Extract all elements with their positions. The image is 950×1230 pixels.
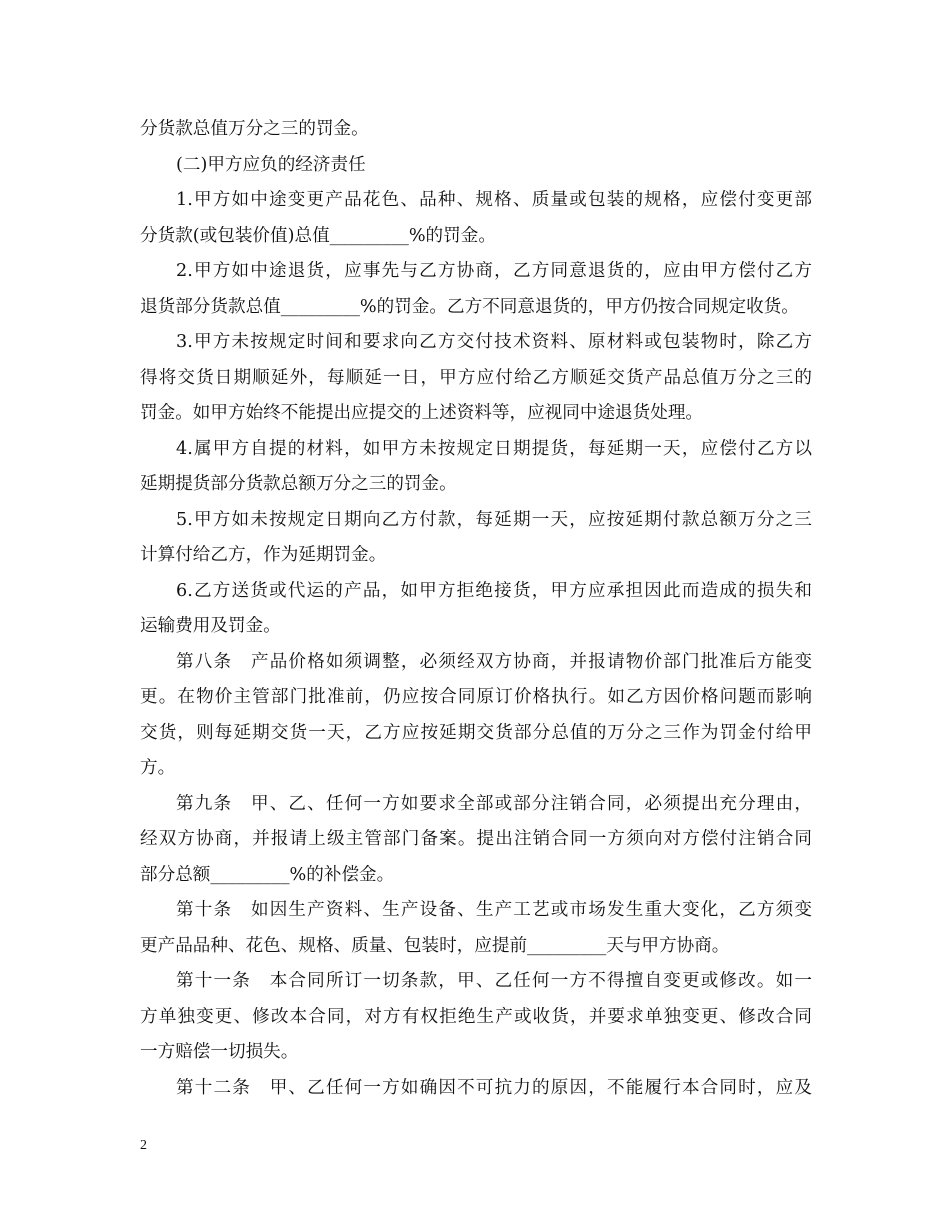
text-line: 更。在物价主管部门批准前，仍应按合同原订价格执行。如乙方因价格问题而影响 — [140, 687, 812, 707]
text-line: 更产品品种、花色、规格、质量、包装时，应提前_________天与甲方协商。 — [140, 935, 730, 956]
text-line: 2.甲方如中途退货，应事先与乙方协商，乙方同意退货的，应由甲方偿付乙方 — [176, 261, 812, 281]
text-line: 4.属甲方自提的材料，如甲方未按规定日期提货，每延期一天，应偿付乙方以 — [176, 438, 812, 459]
text-line: 第十条 如因生产资料、生产设备、生产工艺或市场发生重大变化，乙方须变 — [176, 900, 812, 920]
text-line: 5.甲方如未按规定日期向乙方付款，每延期一天，应按延期付款总额万分之三 — [176, 509, 812, 530]
text-line: 第十二条 甲、乙任何一方如确因不可抗力的原因，不能履行本合同时，应及 — [176, 1077, 812, 1098]
text-line: 部分总额_________%的补偿金。 — [140, 864, 395, 885]
text-line: 经双方协商，并报请上级主管部门备案。提出注销合同一方须向对方偿付注销合同 — [140, 829, 812, 849]
text-line: 1.甲方如中途变更产品花色、品种、规格、质量或包装的规格，应偿付变更部 — [176, 190, 812, 210]
text-line: 第十一条 本合同所订一切条款，甲、乙任何一方不得擅自变更或修改。如一 — [176, 971, 812, 991]
text-line: 第九条 甲、乙、任何一方如要求全部或部分注销合同，必须提出充分理由， — [176, 793, 812, 814]
text-line: (二)甲方应负的经济责任 — [176, 154, 366, 175]
text-line: 交货，则每延期交货一天，乙方应按延期交货部分总值的万分之三作为罚金付给甲 — [140, 722, 812, 743]
text-line: 一方赔偿一切损失。 — [140, 1042, 299, 1062]
text-line: 方单独变更、修改本合同，对方有权拒绝生产或收货，并要求单独变更、修改合同 — [140, 1006, 812, 1027]
text-line: 延期提货部分货款总额万分之三的罚金。 — [140, 474, 457, 494]
text-line: 6.乙方送货或代运的产品，如甲方拒绝接货，甲方应承担因此而造成的损失和 — [176, 580, 812, 601]
text-line: 3.甲方未按规定时间和要求向乙方交付技术资料、原材料或包装物时，除乙方 — [176, 332, 812, 352]
text-line: 分货款总值万分之三的罚金。 — [140, 119, 369, 139]
text-line: 得将交货日期顺延外，每顺延一日，甲方应付给乙方顺延交货产品总值万分之三的 — [140, 367, 812, 388]
text-line: 运输费用及罚金。 — [140, 616, 281, 636]
contract-text-body — [140, 112, 812, 1106]
text-line: 分货款(或包装价值)总值_________%的罚金。 — [140, 225, 496, 246]
text-line: 方。 — [140, 758, 176, 778]
page-number: 2 — [140, 1138, 147, 1153]
text-line: 第八条 产品价格如须调整，必须经双方协商，并报请物价部门批准后方能变 — [176, 651, 812, 672]
text-line: 罚金。如甲方始终不能提出应提交的上述资料等，应视同中途退货处理。 — [140, 403, 704, 423]
text-line: 退货部分货款总值_________%的罚金。乙方不同意退货的，甲方仍按合同规定收货。 — [140, 296, 799, 317]
text-line: 计算付给乙方，作为延期罚金。 — [140, 545, 387, 565]
